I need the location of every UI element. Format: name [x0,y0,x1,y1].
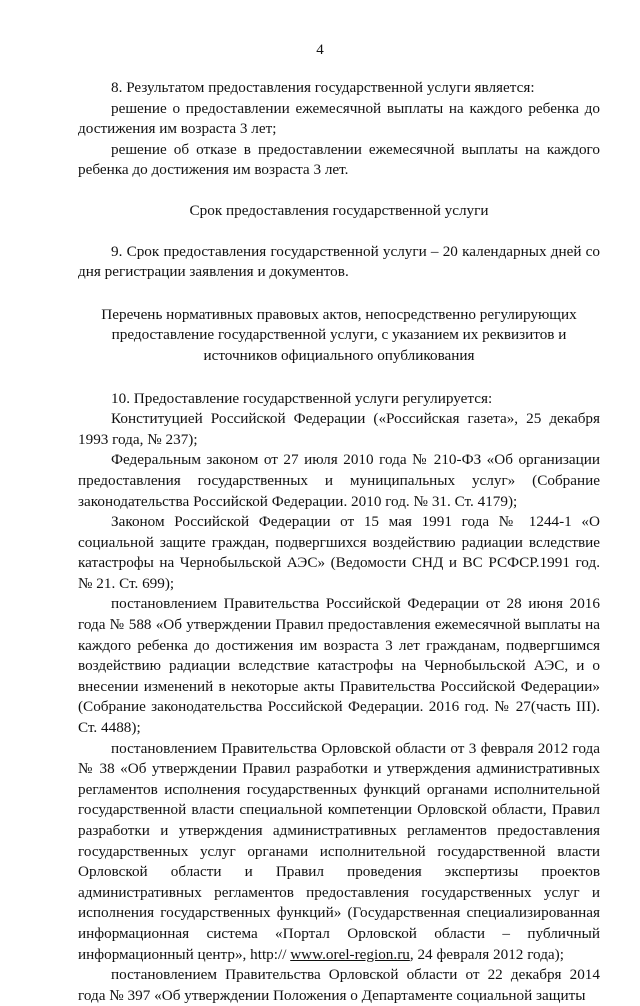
document-body [78,78,600,1006]
legal-act-resolution-588: постановлением Правительства Российской Федерации от 28 июня 2016 года № 588 «Об утверждении Правил предоставления ежемесячной выплаты на каждого ребенка до достижения им возраста 3 лет гражданам, подвергшимся воздействию радиации вследствие катастрофы на Чернобыльской АЭС, и о внесении изменений в некоторые акты Правительства Российской Федерации» (Собрание законодательства Российской Федерации. 2016 год. № 27(часть III). Ст. 4488); [78,595,600,737]
page-number: 4 [316,42,324,58]
legal-act-orel-resolution-397: постановлением Правительства Орловской области от 22 декабря 2014 года № 397 «Об утверждении Положения о Департаменте социальной защиты [78,966,600,1004]
heading-legal-acts: Перечень нормативных правовых актов, непосредственно регулирующих предоставление государственной услуги, с указанием их реквизитов и источников официального опубликования [101,305,577,364]
orel-region-link[interactable]: www.orel-region.ru [290,945,410,963]
section-10-intro: 10. Предоставление государственной услуги регулируется: [111,389,493,407]
legal-act-law-1244-1: Законом Российской Федерации от 15 мая 1991 года № 1244-1 «О социальной защите граждан, подвергшихся воздействию радиации вследствие катастрофы на Чернобыльской АЭС» (Ведомости СНД и ВС РСФСР.1991 год. № 21. Ст. 699); [78,513,600,592]
section-9-paragraph: 9. Срок предоставления государственной услуги – 20 календарных дней со дня регистрации заявления и документов. [78,242,600,281]
section-8-item-grant: решение о предоставлении ежемесячной выплаты на каждого ребенка до достижения им возраста 3 лет; [78,99,600,138]
legal-act-constitution: Конституцией Российской Федерации («Российская газета», 25 декабря 1993 года, № 237); [78,410,600,448]
legal-act-orel-resolution-38 [78,739,600,966]
section-8-intro: 8. Результатом предоставления государственной услуги является: [111,79,535,96]
legal-act-orel-resolution-38-tail: , 24 февраля 2012 года); [409,945,564,963]
legal-act-orel-resolution-38-text: постановлением Правительства Орловской области от 3 февраля 2012 года № 38 «Об утверждении Правил разработки и утверждения административных регламентов исполнения государственных функций органами исполнительной государственной власти специальной компетенции Орловской области, Правил разработки и утверждения административных регламентов предоставления государственных услуг органами исполнительной государственной власти Орловской области и Правил проведения экспертизы проектов административных регламентов предоставления государственных услуг и исполнения государственных функций» (Государственная специализированная информационная система «Портал Орловской области – публичный информационный центр», http:// [78,739,600,963]
legal-act-federal-law-210: Федеральным законом от 27 июля 2010 года № 210-ФЗ «Об организации предоставления государственных и муниципальных услуг» (Собрание законодательства Российской Федерации. 2010 год. № 31. Ст. 4179); [78,451,600,510]
section-8-item-refusal: решение об отказе в предоставлении ежемесячной выплаты на каждого ребенка до достижения им возраста 3 лет. [78,140,600,179]
heading-service-term: Срок предоставления государственной услуги [189,201,489,219]
